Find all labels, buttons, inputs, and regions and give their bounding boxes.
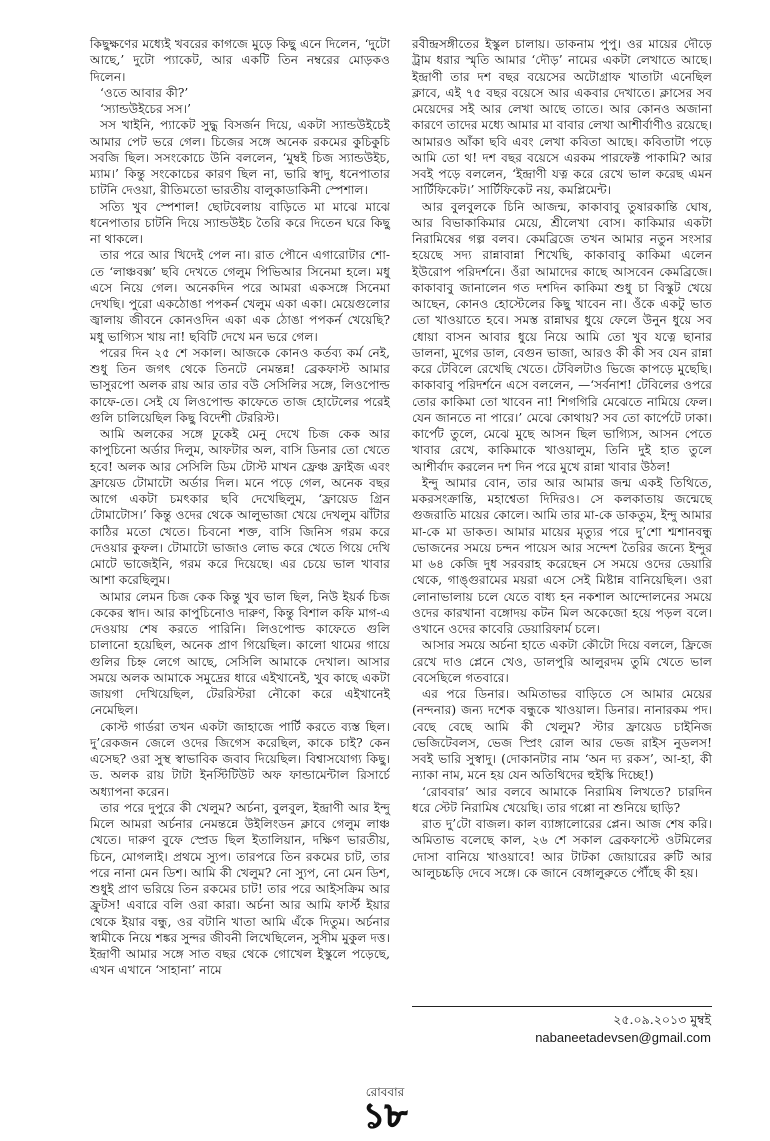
signature-date-place: ২৫.০৯.২০১৩ মুম্বই <box>613 1012 711 1027</box>
paragraph: ‘স্যান্ডউইচের সস।’ <box>100 102 191 116</box>
page-number: ১৮ <box>362 1096 408 1136</box>
right-column <box>412 36 712 881</box>
paragraph: সত্যি খুব স্পেশাল! ছোটবেলায় বাড়িতে মা মাঝে মাঝে ধনেপাতার চাটনি দিয়ে স্যান্ডউইচ তৈরি করে দিতেন ঘরে কিছু না থাকলে। <box>90 199 390 246</box>
paragraph: এর পরে ডিনার। অমিতাভর বাড়িতে সে আমার মেয়ের (নন্দনার) জন্য দশেক বন্ধুকে খাওয়াল। ডিনার। নানারকম পদ। বেছে বেছে আমি কী খেলুম? স্টার ফ্রায়েড চাইনিজ ভেজিটেবলস, ভেজ স্প্রিং রোল আর ভেজ রাইস নুডলস! সবই ভারি সুস্বাদু। (দোকানটার নাম ‘অন দ্য রকস’, আ-হা, কী ন্যাকা নাম, মনে হয় যেন অতিথিদের হুইস্কি দিচ্ছে!) <box>412 687 712 783</box>
paragraph: ‘ওতে আবার কী?’ <box>100 85 189 100</box>
paragraph: আর বুলবুলকে চিনি আজন্ম, কাকাবাবু তুষারকান্তি ঘোষ, আর বিভাকাকিমার মেয়ে, শ্রীলেখা বোস। কাকিমার একটা নিরামিষের গল্প বলব। কেমব্রিজে তখন আমার নতুন সংসার হয়েছে সদ্য রান্নাবান্না শিখেছি, কাকাবাবু কাকিমা এলেন ইউরোপ পরিদর্শনে। ওঁরা আমাদের কাছে আসবেন কেমব্রিজে। কাকাবাবু জানালেন গত দশদিন কাকিমা শুধু চা বিস্কুট খেয়ে আছেন, কোনও হোস্টেলের কিছু খাবেন না। ওঁকে একটু ভাত তো খাওয়াতে হবে। সমস্ত রান্নাঘর ধুয়ে ফেলে উনুন ধুয়ে সব ধোয়া বাসন আবার ধুয়ে নিয়ে আমি তো খুব যত্নে ছানার ডালনা, মুগের ডাল, বেগুন ভাজা, আরও কী কী সব যেন রান্না করে টেবিলে রেখেছি খেতে। টেবিলটাও ভিজে কাপড়ে মুছেছি। কাকাবাবু পরিদর্শনে এসে বললেন, —‘সর্বনাশ! টেবিলের ওপরে তোর কাকিমা তো খাবেন না! শিগগিরি মেঝেতে নামিয়ে ফেল। যেন জানতে না পারে।’ মেঝে কোথায়? সব তো কার্পেটে ঢাকা। কার্পেট তুলে, মেঝে মুছে আসন ছিল ভাগ্যিস, আসন পেতে খাবার রেখে, কাকিমাকে খাওয়ালুম, তিনি দুই হাত তুলে আশীর্বাদ করলেন দশ দিন পরে মুখে রান্না খাবার উঠল! <box>412 199 712 474</box>
paragraph: ইন্দু আমার বোন, তার আর আমার জন্ম একই তিথিতে, মকরসংক্রান্তি, মহাশ্বেতা দিদিরও। সে কলকাতায় জন্মেছে গুজরাতি মায়ের কোলে। আমি তার মা-কে ডাকতুম, ইন্দু আমার মা-কে মা ডাকত। আমার মায়ের মৃত্যুর পরে দু’শো শ্মশানবন্ধু ভোজনের সময়ে চন্দন পায়েস আর সন্দেশ তৈরির জন্যে ইন্দুর মা ৬৪ কেজি দুধ সরবরাহ করেছেন সে সময়ে ওদের ডেয়ারি থেকে, গাঙ্গুরামের ময়রা এসে সেই মিষ্টান্ন বানিয়েছিল। ওরা লোনাভালায় চলে যেতে বাধ্য হন নকশাল আন্দোলনের সময়ে ওদের কারখানা বঙ্গোদয় কটন মিল অকেজো হয়ে পড়ল বলে। ওখানে ওদের কাবেরি ডেয়ারিফার্ম চলে। <box>412 475 712 636</box>
paragraph: রবীন্দ্রসঙ্গীতের ইস্কুল চালায়। ডাকনাম পুপু। ওর মায়ের দৌড়ে ট্রাম ধরার স্মৃতি আমার ‘দৌড়’ নামের একটা লেখাতে আছে। ইন্দ্রাণী তার দশ বছর বয়েসের অটোগ্রাফ খাতাটা এনেছিল ক্লাবে, এই ৭৫ বছর বয়েসে আর একবার দেখাতে। ক্লাসের সব মেয়েদের সই আর লেখা আছে তাতে। আর কোনও অজানা কারণে তাদের মধ্যে আমার মা বাবার লেখা আশীর্বাণীও রয়েছে। আমারও আঁকা ছবি এবং লেখা কবিতা আছে। কবিতাটা পড়ে আমি তো থ! দশ বছর বয়েসে এরকম পারফেক্ট পাকামি? আর সবই পড়ে বললেন, ‘ইন্দ্রাণী যত্ন করে রেখে ভাল করেছ এমন সার্টিফিকেট।’ সার্টিফিকেট নয়, কমপ্লিমেন্ট। <box>412 37 712 198</box>
paragraph: আসার সময়ে অর্চনা হাতে একটা কৌটো দিয়ে বললে, ফ্রিজে রেখে দাও প্লেনে খেও, ডালপুরি আলুরদম তুমি খেতে ভাল বেসেছিলে গতবারে। <box>412 638 712 685</box>
magazine-name: রোববার <box>365 1085 405 1099</box>
paragraph: কোস্ট গার্ডরা তখন একটা জাহাজে পার্টি করতে ব্যস্ত ছিল। দু’রেকজন জেলে ওদের জিগেস করেছিল, কাকে চাই? কেন এসেছ? ওরা সুস্থ স্বাভাবিক জবাব দিয়েছিল। বিশ্বাসযোগ্য কিছু। ড. অলক রায় টাটা ইনস্টিটিউট অফ ফান্ডামেন্টাল রিসার্চে অধ্যাপনা করেন। <box>90 719 390 799</box>
paragraph: পরের দিন ২৫ শে সকাল। আজকে কোনও কর্তব্য কর্ম নেই, শুধু তিন জগৎ থেকে তিনটে নেমন্তন্ন! ব্রেকফাস্ট আমার ভাসুরপো অলক রায় আর তার বউ সেসিলির সঙ্গে, লিওপোল্ড কাফে-তে। সেই যে লিওপোল্ড কাফেতে তাজ হোটেলের পরেই গুলি চালিয়েছিল কিছু বিদেশী টেররিস্ট। <box>90 345 390 425</box>
paragraph: ‘রোববার’ আর বলবে আমাকে নিরামিষ লিখতে? চারদিন ধরে স্টেট নিরামিষ খেয়েছি। তার গপ্পো না শুনিয়ে ছাড়ি? <box>412 784 712 815</box>
signature-divider <box>412 1006 712 1007</box>
left-column <box>90 36 390 979</box>
paragraph: তার পরে আর খিদেই পেল না। রাত পৌনে এগারোটার শো-তে ‘লাঞ্চবক্স’ ছবি দেখতে গেলুম পিভিআর সিনেমা হলে। মধু এসে নিয়ে গেল। অনেকদিন পরে আমরা একসঙ্গে সিনেমা দেখছি। পুরো একঠোঙা পপকর্ন খেলুম একা একা। মেয়েগুলোর জ্বালায় জীবনে কোনওদিন একা এক ঠোঙা পপকর্ন খেয়েছি? মধু ভাগ্যিস খায় না! ছবিটি দেখে মন ভরে গেল। <box>90 248 390 344</box>
paragraph: সস খাইনি, প্যাকেট সুদ্ধু বিসর্জন দিয়ে, একটা স্যান্ডউইচেই আমার পেট ভরে গেল। চিজের সঙ্গে অনেক রকমের কুচিকুচি সবজি ছিল। সসংকোচে উনি বললেন, ‘মুম্বই চিজ স্যান্ডউইচ, ম্যাম।’ কিন্তু সংকোচের কারণ ছিল না, ভারি স্বাদু, ধনেপাতার চাটনি দেওয়া, রীতিমতো ভারতীয় বালুকাডাকিনী স্পেশাল। <box>90 118 390 198</box>
paragraph: কিছুক্ষণের মধ্যেই খবরের কাগজে মুড়ে কিছু এনে দিলেন, ‘দুটো আছে,’ দুটো প্যাকেট, আর একটি তিন নম্বরের মোড়কও দিলেন। <box>90 37 390 84</box>
paragraph: তার পরে দুপুরে কী খেলুম? অর্চনা, বুলবুল, ইন্দ্রাণী আর ইন্দু মিলে আমরা অর্চনার নেমন্তন্নে উইলিংডন ক্লাবে গেলুম লাঞ্চ খেতে। দারুণ বুফে স্প্রেড ছিল ইতালিয়ান, দক্ষিণ ভারতীয়, চিনে, মোগলাই। প্রথমে স্যুপ। তারপরে তিন রকমের চাট, তার পরে নানা মেন ডিশ। আমি কী খেলুম? নো স্যুপ, নো মেন ডিশ, শুধুই প্রাণ ভরিয়ে তিন রকমের চাট! তার পরে আইসক্রিম আর ফ্রুটস! এবারে বলি ওরা কারা। অর্চনা আর আমি ফার্স্ট ইয়ার থেকে ইয়ার বন্ধু, ওর বটানি খাতা আমি এঁকে দিতুম। অর্চনার স্বামীকে নিয়ে শঙ্কর সুন্দর জীবনী লিখেছিলেন, সুসীম মুকুল দত্ত। ইন্দ্রাণী আমার সঙ্গে সাত বছর থেকে গোখেল ইস্কুলে পড়েছে, এখন এখানে ‘সাহানা’ নামে <box>90 800 390 978</box>
author-email: nabaneetadevsen@gmail.com <box>535 1030 711 1045</box>
paragraph: আমি অলকের সঙ্গে ঢুকেই মেনু দেখে চিজ কেক আর কাপুচিনো অর্ডার দিলুম, আফটার অল, বাসি ডিনার তো খেতে হবে! অলক আর সেসিলি ডিম টোস্ট মাখন ফ্রেঞ্চ ফ্রাইজ এবং ফ্রায়েড টোমাটো অর্ডার দিল। মনে পড়ে গেল, অনেক বছর আগে একটা চমৎকার ছবি দেখেছিলুম, ‘ফ্রায়েড গ্রিন টোমাটোস।’ কিন্তু ওদের থেকে আলুভাজা খেয়ে দেখলুম ঝাঁটার কাঠির মতো খেতে। চিবনো শক্ত, বাসি জিনিস গরম করে দেওয়ার কুফল। টোমাটো ভাজাও লোভ করে খেতে গিয়ে দেখি মোটে ভাজেইনি, গরম করে দিয়েছে। এর চেয়ে ভাল খাবার আশা করেছিলুম। <box>90 427 390 588</box>
paragraph: আমার লেমন চিজ কেক কিন্তু খুব ভাল ছিল, নিউ ইয়র্ক চিজ কেকের স্বাদ। আর কাপুচিনোও দারুণ, কিন্তু বিশাল কফি মাগ-এ দেওয়ায় শেষ করতে পারিনি। লিওপোল্ড কাফেতে গুলি চালানো হয়েছিল, অনেক প্রাণ গিয়েছিল। কালো থামের গায়ে গুলির চিহ্ন লেগে আছে, সেসিলি আমাকে দেখাল। আসার সময়ে অলক আমাকে সমুদ্রের ধারে এইখানেই, খুব কাছে একটা জায়গা দেখিয়েছিল, টেররিস্টরা নৌকো করে এইখানেই নেমেছিল। <box>90 589 390 718</box>
paragraph: রাত দু’টো বাজল। কাল ব্যাঙ্গালোরের প্লেন। আজ শেষ করি। অমিতাভ বলেছে কাল, ২৬ শে সকাল ব্রেকফাস্টে ওটমিলের দোসা বানিয়ে খাওয়াবে! আর টাটকা জোয়ারের রুটি আর আলুচচ্চড়ি দেবে সঙ্গে। কে জানে বেঙ্গালুরুতে পৌঁছে কী হয়। <box>412 817 712 880</box>
